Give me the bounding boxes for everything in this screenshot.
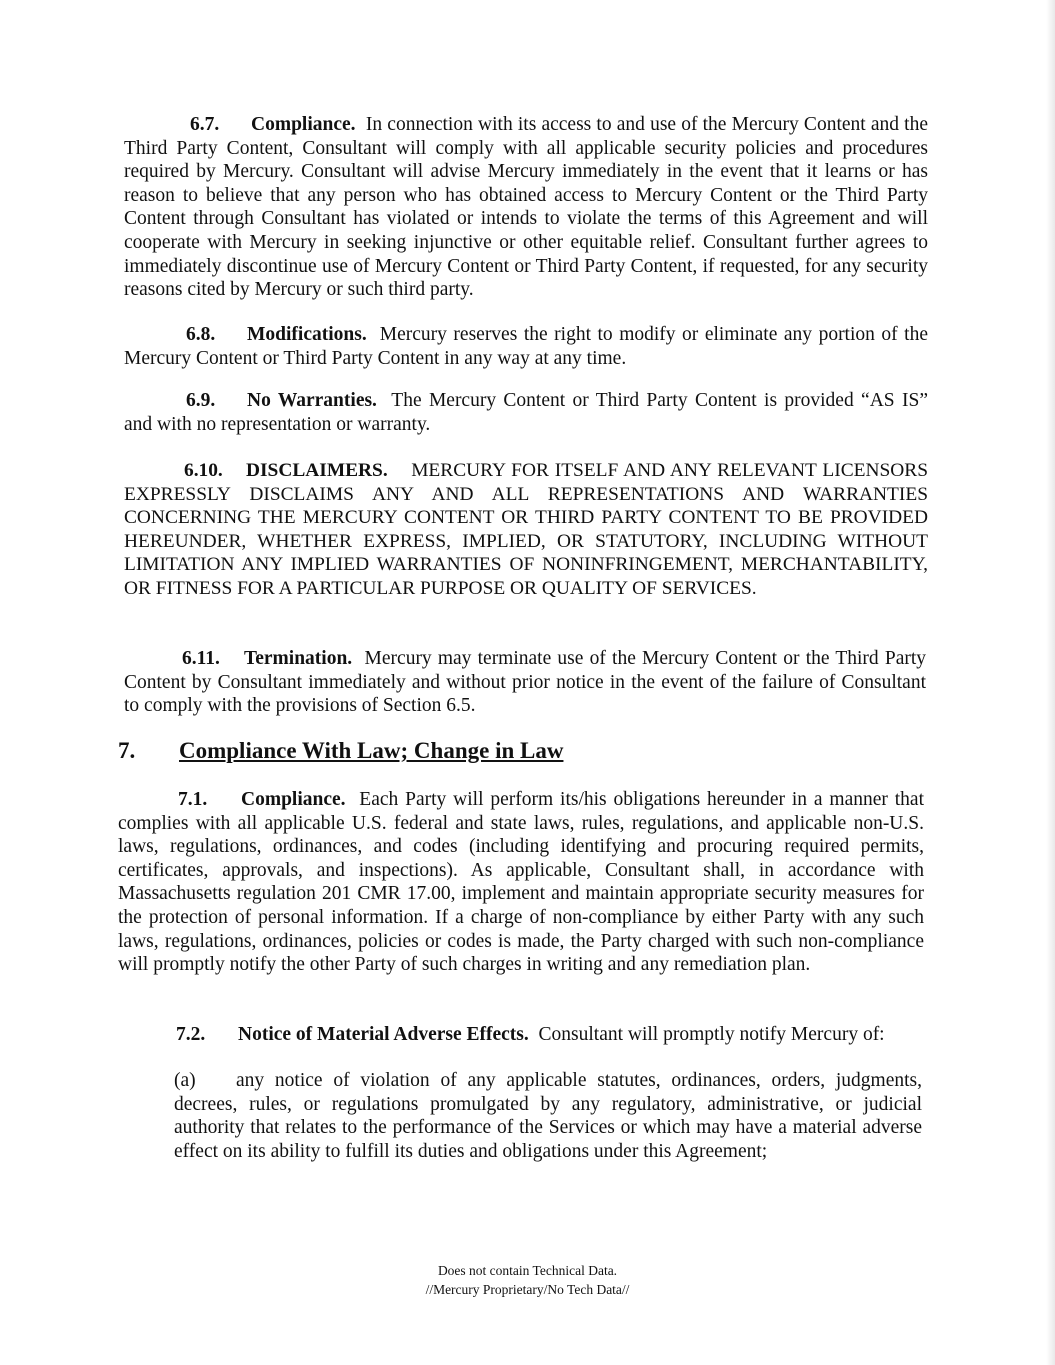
paragraph-heading: Notice of Material Adverse Effects. xyxy=(238,1024,529,1045)
paragraph-number: 6.8. xyxy=(186,324,216,345)
section-title: Compliance With Law; Change in Law xyxy=(179,738,564,763)
paragraph-number: 6.11. xyxy=(182,648,220,669)
paragraph-6-7 xyxy=(124,113,928,302)
page-footer xyxy=(0,1261,1055,1299)
paragraph-text: Each Party will perform its/his obligations hereunder in a manner that complies with all applicable U.S. federal and state laws, rules, regulations, and applicable non-U.S. laws, regulations, ordinances, and codes (including identifying and procuring required permits, certificates, approvals, and inspections). As applicable, Consultant shall, in accordance with Massachusetts regulation 201 CMR 17.00, implement and maintain appropriate security measures for the protection of personal information. If a charge of non-compliance by either Party with any such laws, regulations, ordinances, policies or codes is made, the Party charged with such non-compliance will promptly notify the other Party of such charges in writing and any remediation plan. xyxy=(118,789,925,976)
footer-line-2: //Mercury Proprietary/No Tech Data// xyxy=(425,1282,630,1297)
footer-line-1: Does not contain Technical Data. xyxy=(437,1263,618,1278)
paragraph-6-8 xyxy=(124,323,928,370)
paragraph-number: 7.1. xyxy=(178,789,208,810)
paragraph-7-1 xyxy=(118,788,924,977)
paragraph-6-10 xyxy=(124,459,928,601)
paragraph-number: 6.10. xyxy=(184,460,223,481)
paragraph-text: any notice of violation of any applicable statutes, ordinances, orders, judgments, decrees, rules, or regulations promulgated by any regulatory, administrative, or judicial authority that relates to the performance of the Services or which may have a material adverse effect on its ability to fulfill its duties and obligations under this Agreement; xyxy=(174,1070,922,1162)
paragraph-text: In connection with its access to and use of the Mercury Content and the Third Party Content, Consultant will comply with all applicable security policies and procedures required by Mercury. Consultant will advise Mercury immediately in the event that it learns or has reason to believe that any person who has obtained access to Mercury Content or the Third Party Content through Consultant has violated or intends to violate the terms of this Agreement and will cooperate with Mercury in seeking injunctive or other equitable relief. Consultant further agrees to immediately discontinue use of Mercury Content or Third Party Content, if requested, for any security reasons cited by Mercury or such third party. xyxy=(124,114,928,301)
paragraph-number: 6.7. xyxy=(190,114,220,135)
paragraph-text: The Mercury Content or Third Party Content is provided “AS IS” and with no representation or warranty. xyxy=(124,390,928,435)
paragraph-heading: No Warranties. xyxy=(247,390,377,411)
paragraph-text: Consultant will promptly notify Mercury of: xyxy=(538,1024,885,1045)
paragraph-heading: Compliance. xyxy=(251,114,356,135)
section-7-heading xyxy=(118,738,563,764)
paragraph-heading: Termination. xyxy=(244,648,353,669)
scan-edge-shadow xyxy=(1046,0,1055,1365)
paragraph-7-2 xyxy=(176,1023,926,1047)
paragraph-7-2-a xyxy=(174,1069,922,1163)
paragraph-text: MERCURY FOR ITSELF AND ANY RELEVANT LICENSORS EXPRESSLY DISCLAIMS ANY AND ALL REPRESENTATIONS AND WARRANTIES CONCERNING THE MERCURY CONTENT OR THIRD PARTY CONTENT TO BE PROVIDED HEREUNDER, WHETHER EXPRESS, IMPLIED, OR STATUTORY, INCLUDING WITHOUT LIMITATION ANY IMPLIED WARRANTIES OF NONINFRINGEMENT, MERCHANTABILITY, OR FITNESS FOR A PARTICULAR PURPOSE OR QUALITY OF SERVICES. xyxy=(124,460,929,599)
paragraph-heading: DISCLAIMERS. xyxy=(246,460,388,481)
paragraph-heading: Compliance. xyxy=(241,789,346,810)
paragraph-number: 7.2. xyxy=(176,1024,206,1045)
paragraph-6-9 xyxy=(124,389,928,436)
paragraph-text: Mercury may terminate use of the Mercury Content or the Third Party Content by Consultant immediately and without prior notice in the event of the failure of Consultant to comply with the provisions of Section 6.5. xyxy=(124,648,927,717)
list-label: (a) xyxy=(174,1070,196,1091)
section-number: 7. xyxy=(118,738,136,763)
paragraph-text: Mercury reserves the right to modify or eliminate any portion of the Mercury Content or Third Party Content in any way at any time. xyxy=(124,324,929,369)
paragraph-heading: Modifications. xyxy=(247,324,367,345)
paragraph-6-11 xyxy=(124,647,926,718)
paragraph-number: 6.9. xyxy=(186,390,216,411)
